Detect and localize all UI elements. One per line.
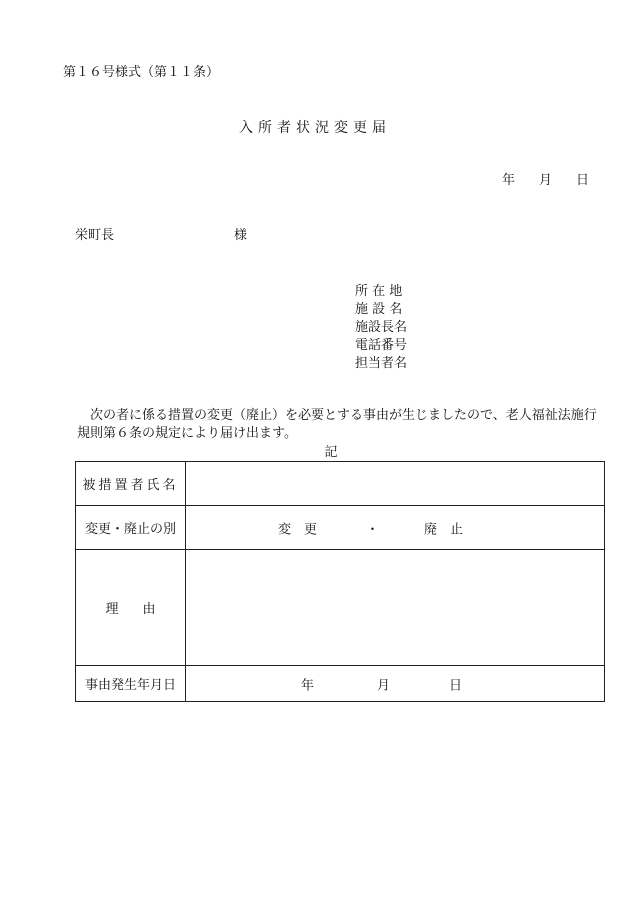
reason-label-part-2: 由 bbox=[142, 602, 156, 617]
submission-date bbox=[502, 174, 589, 187]
addressee-name: 栄町長 bbox=[75, 228, 115, 243]
applicant-contact-person-label: 担当者名 bbox=[355, 356, 408, 371]
form-number: 第１６号様式（第１１条） bbox=[63, 65, 220, 80]
occurrence-year-label: 年 bbox=[301, 678, 315, 693]
applicant-phone-label: 電話番号 bbox=[355, 338, 408, 353]
option-abolish: 廃 止 bbox=[424, 522, 464, 537]
subject-name-label: 被措置者氏名 bbox=[76, 462, 186, 506]
subject-name-cell bbox=[186, 462, 605, 506]
addressee-honorific: 様 bbox=[234, 228, 248, 243]
applicant-facility-name-label: 施 設 名 bbox=[355, 302, 403, 317]
table-row bbox=[76, 462, 605, 506]
table-row bbox=[76, 550, 605, 666]
record-table bbox=[75, 461, 605, 702]
occurrence-month-label: 月 bbox=[377, 678, 391, 693]
date-day-label: 日 bbox=[576, 173, 590, 188]
applicant-director-name-label: 施設長名 bbox=[355, 320, 408, 335]
change-type-label: 変更・廃止の別 bbox=[76, 506, 186, 550]
table-row bbox=[76, 506, 605, 550]
reason-label bbox=[76, 550, 186, 666]
option-change: 変 更 bbox=[278, 522, 318, 537]
occurrence-date-label: 事由発生年月日 bbox=[76, 666, 186, 702]
body-text: 次の者に係る措置の変更（廃止）を必要とする事由が生じましたので、老人福祉法施行規則第６条の規定により届け出ます。 bbox=[77, 408, 597, 441]
table-row bbox=[76, 666, 605, 702]
date-year-label: 年 bbox=[502, 173, 516, 188]
option-separator: ・ bbox=[366, 522, 380, 537]
reason-cell bbox=[186, 550, 605, 666]
applicant-block bbox=[355, 283, 407, 373]
reason-label-part-1: 理 bbox=[105, 602, 119, 617]
date-month-label: 月 bbox=[539, 173, 553, 188]
form-title: 入所者状況変更届 bbox=[239, 120, 391, 136]
applicant-address-label: 所 在 地 bbox=[355, 284, 403, 299]
ki-heading: 記 bbox=[324, 445, 338, 460]
occurrence-date-cell bbox=[186, 666, 605, 702]
occurrence-day-label: 日 bbox=[449, 678, 463, 693]
change-type-cell bbox=[186, 506, 605, 550]
